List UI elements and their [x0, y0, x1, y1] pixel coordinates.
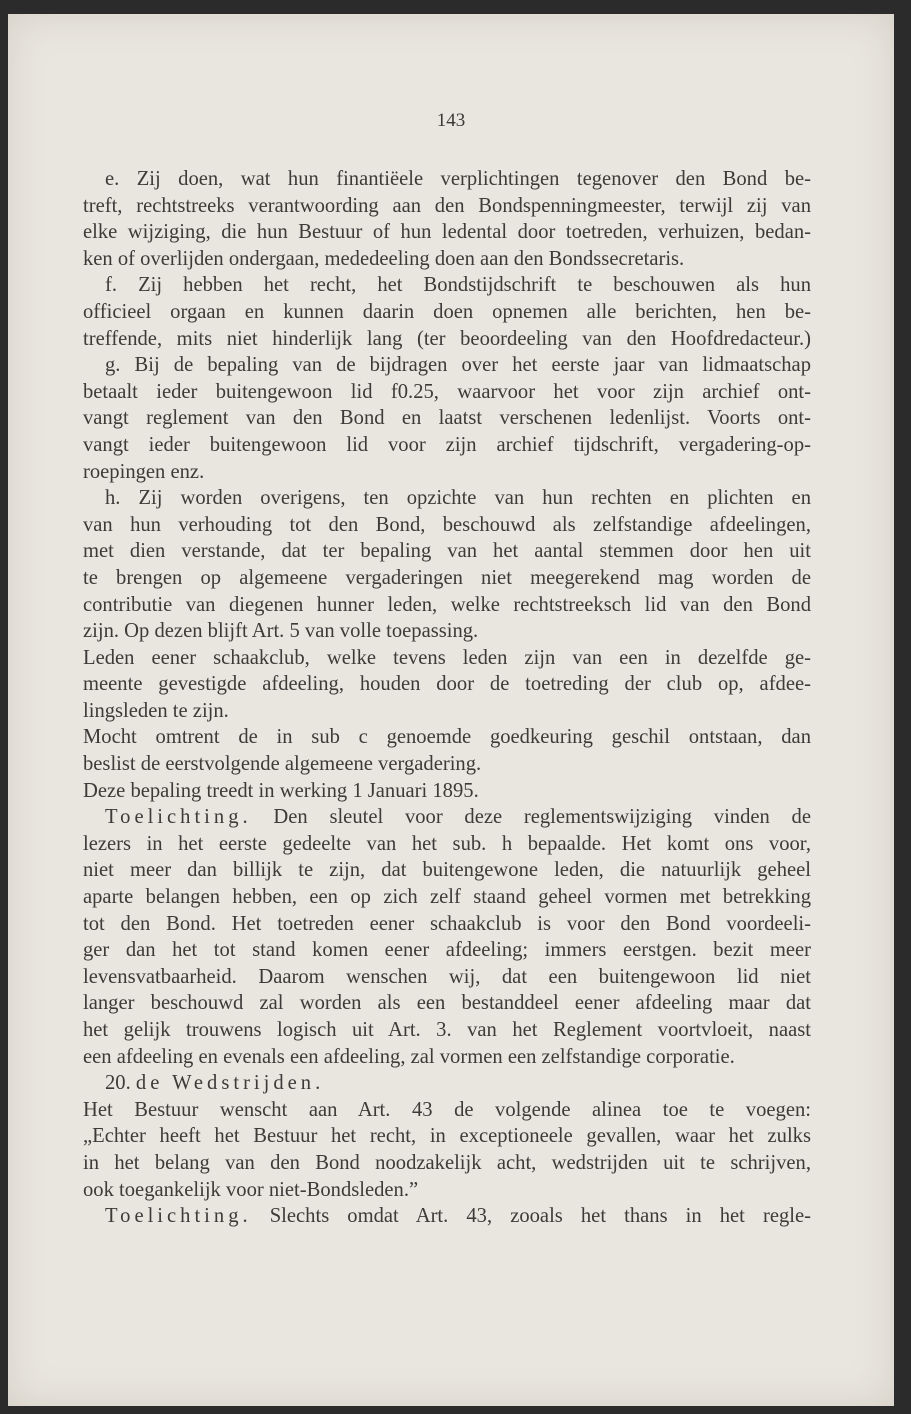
text-line [83, 671, 811, 698]
text-line [83, 538, 811, 565]
line-text: Mocht omtrent de in sub c genoemde goedkeuring geschil ontstaan, dan [83, 726, 811, 749]
text-line [83, 1017, 811, 1044]
line-text: een afdeeling en evenals een afdeeling, zal vormen een zelfstandige corporatie. [83, 1045, 735, 1068]
text-line [83, 857, 811, 884]
page-number: 143 [436, 110, 466, 131]
text-line [83, 778, 811, 805]
line-text: met dien verstande, dat ter bepaling van het aantal stemmen door hen uit [83, 540, 811, 563]
line-text: ger dan het tot stand komen eener afdeeling; immers eerstgen. bezit meer [83, 939, 811, 962]
line-text: treft, rechtstreeks verantwoording aan den Bondspenningmeester, terwijl zij van [83, 194, 811, 217]
text-line [83, 352, 811, 379]
text-line [83, 1097, 811, 1124]
line-text: roepingen enz. [83, 460, 205, 483]
line-text: betaalt ieder buitengewoon lid f0.25, waarvoor het voor zijn archief ont- [83, 380, 811, 403]
text-line [83, 884, 811, 911]
text-line [83, 751, 811, 778]
line-text: in het belang van den Bond noodzakelijk acht, wedstrijden uit te schrijven, [83, 1151, 811, 1174]
line-text: zijn. Op dezen blijft Art. 5 van volle toepassing. [83, 620, 479, 643]
line-text: Den sleutel voor deze reglementswijziging vinden de [251, 806, 811, 829]
line-text: ook toegankelijk voor niet-Bondsleden.” [83, 1178, 419, 1201]
line-text: aparte belangen hebben, een op zich zelf staand geheel vormen met betrekking [83, 886, 811, 909]
line-text: Het Bestuur wenscht aan Art. 43 de volgende alinea toe te voegen: [83, 1098, 811, 1121]
line-text: lingsleden te zijn. [83, 699, 229, 722]
text-line [83, 724, 811, 751]
line-text: treffende, mits niet hinderlijk lang (ter beoordeeling van den Hoofdredacteur.) [83, 327, 811, 350]
line-text: vangt ieder buitengewoon lid voor zijn archief tijdschrift, vergadering-op- [83, 433, 811, 456]
text-line [83, 459, 811, 486]
text-line [83, 618, 811, 645]
line-text: beslist de eerstvolgende algemeene vergadering. [83, 753, 482, 776]
line-text: g. Bij de bepaling van de bijdragen over het eerste jaar van lidmaatschap [105, 354, 811, 377]
text-line [83, 698, 811, 725]
text-line [83, 964, 811, 991]
spaced-heading: Toelichting. [105, 806, 252, 829]
line-text: langer beschouwd zal worden als een bestanddeel eener afdeeling maar dat [83, 992, 811, 1015]
text-line [83, 565, 811, 592]
line-text: f. Zij hebben het recht, het Bondstijdschrift te beschouwen als hun [105, 274, 811, 297]
line-text: ken of overlijden ondergaan, mededeeling doen aan den Bondssecretaris. [83, 247, 685, 270]
line-text: lezers in het eerste gedeelte van het sub. h bepaalde. Het komt ons voor, [83, 832, 811, 855]
line-text: van hun verhouding tot den Bond, beschouwd als zelfstandige afdeelingen, [83, 513, 811, 536]
line-text: officieel orgaan en kunnen daarin doen opnemen alle berichten, hen be- [83, 300, 811, 323]
line-text: Slechts omdat Art. 43, zooals het thans in het regle- [251, 1205, 811, 1228]
line-text: Deze bepaling treedt in werking 1 Januari 1895. [83, 779, 479, 802]
text-line [83, 272, 811, 299]
text-line [83, 166, 811, 193]
line-text: levensvatbaarheid. Daarom wenschen wij, dat een buitengewoon lid niet [83, 965, 811, 988]
line-text: h. Zij worden overigens, ten opzichte van hun rechten en plichten en [105, 487, 811, 510]
text-line [83, 1044, 811, 1071]
line-text: vangt reglement van den Bond en laatst verschenen ledenlijst. Voorts ont- [83, 407, 811, 430]
text-line [83, 937, 811, 964]
line-text: tot den Bond. Het toetreden eener schaakclub is voor den Bond voordeeli- [83, 912, 811, 935]
body-text [83, 166, 811, 1230]
text-line [83, 645, 811, 672]
line-text: het gelijk trouwens logisch uit Art. 3. van het Reglement voortvloeit, naast [83, 1019, 811, 1041]
line-text: niet meer dan billijk te zijn, dat buitengewone leden, die natuurlijk geheel [83, 859, 811, 882]
text-line [83, 911, 811, 938]
text-line [83, 512, 811, 539]
line-text: elke wijziging, die hun Bestuur of hun ledental door toetreden, verhuizen, bedan- [83, 221, 811, 244]
text-line [83, 1177, 811, 1204]
text-line [83, 804, 811, 831]
line-text: e. Zij doen, wat hun finantiëele verplichtingen tegenover den Bond be- [105, 168, 811, 190]
text-line [83, 193, 811, 220]
text-line [83, 219, 811, 246]
text-line [83, 990, 811, 1017]
text-line [83, 485, 811, 512]
text-line [83, 405, 811, 432]
line-text: meente gevestigde afdeeling, houden door de toetreding der club op, afdee- [83, 673, 811, 696]
document-page [8, 14, 894, 1406]
text-line [83, 246, 811, 273]
text-line [83, 1123, 811, 1150]
line-text: te brengen op algemeene vergaderingen niet meegerekend mag worden de [83, 566, 811, 589]
text-line [83, 326, 811, 353]
text-line [83, 379, 811, 406]
line-text: 20. [105, 1072, 136, 1095]
text-line [83, 432, 811, 459]
spaced-heading: Toelichting. [105, 1205, 252, 1228]
text-line [83, 831, 811, 858]
text-line [83, 299, 811, 326]
text-line [83, 1203, 811, 1230]
text-line [83, 592, 811, 619]
line-text: Leden eener schaakclub, welke tevens leden zijn van een in dezelfde ge- [83, 646, 811, 669]
text-line [83, 1070, 811, 1097]
line-text: „Echter heeft het Bestuur het recht, in exceptioneele gevallen, waar het zulks [83, 1125, 811, 1148]
line-text: contributie van diegenen hunner leden, welke rechtstreeksch lid van den Bond [83, 593, 811, 616]
text-line [83, 1150, 811, 1177]
spaced-heading: de Wedstrijden. [135, 1072, 325, 1095]
